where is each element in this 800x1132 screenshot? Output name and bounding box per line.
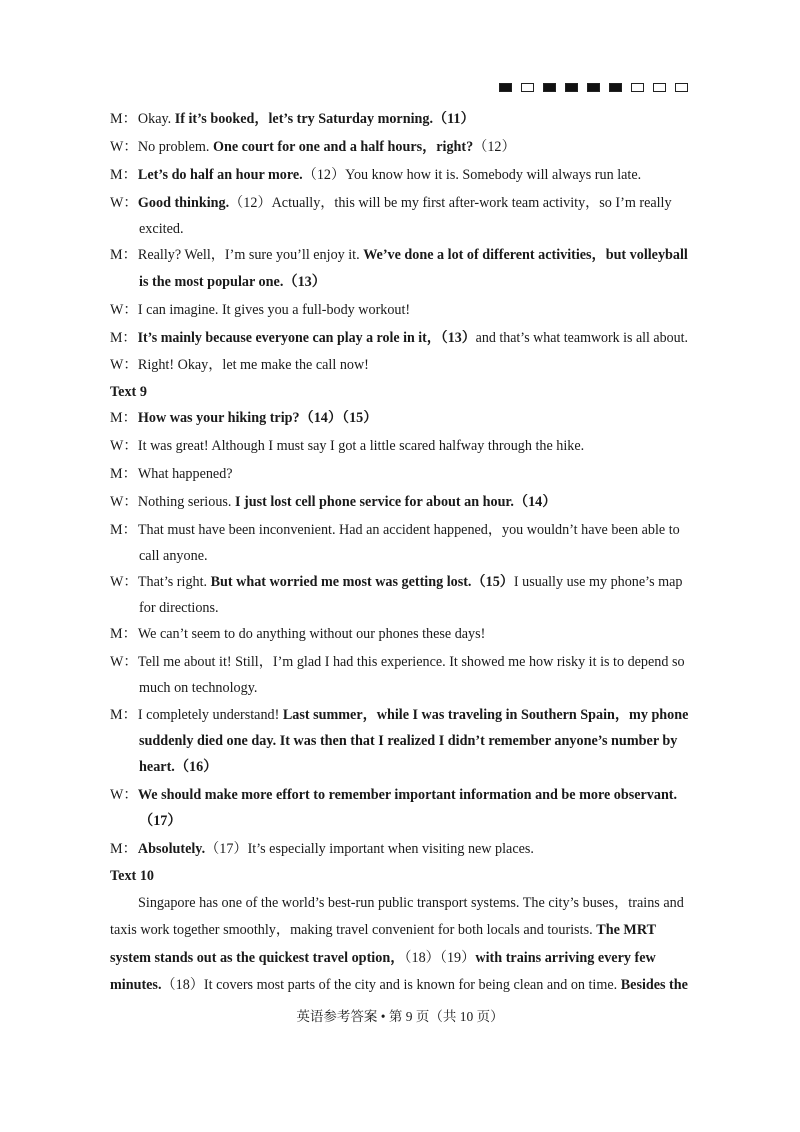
answer-text: Last summer，while I was traveling in Southern Spain，my phone — [282, 707, 689, 723]
line-continuation: suddenly died one day. It was then that I realized I didn’t remember anyone’s number by — [139, 733, 678, 749]
line-text: We can’t seem to do anything without our phones these days! — [137, 626, 486, 642]
line-continuation: excited. — [139, 221, 184, 237]
answer-text: Let’s do half an hour more. — [137, 167, 303, 183]
line-text: It covers most parts of the city and is known for being clean and on time. — [203, 977, 621, 993]
progress-square — [499, 83, 512, 92]
question-number: （16） — [174, 759, 218, 775]
dialog-line — [110, 302, 688, 318]
answer-text: system stands out as the quickest travel option， — [110, 950, 405, 966]
line-text: You know how it is. Somebody will always run late. — [345, 167, 642, 183]
dialog-line — [110, 438, 688, 454]
line-text: That must have been inconvenient. Had an accident happened，you wouldn’t have been able to — [137, 522, 680, 538]
answer-text: But what worried me most was getting lost. — [210, 574, 472, 590]
progress-square — [631, 83, 644, 92]
speaker-label: M： — [110, 626, 137, 642]
progress-square — [587, 83, 600, 92]
dialog-line — [110, 707, 688, 723]
answer-text: Besides the — [620, 977, 688, 993]
line-text: Right! Okay，let me make the call now! — [137, 357, 369, 373]
speaker-label: W： — [110, 787, 138, 803]
progress-square — [653, 83, 666, 92]
question-number: （15） — [471, 574, 514, 590]
section-title: Text 9 — [110, 384, 147, 400]
answer-text: It’s mainly because everyone can play a role in it， — [137, 330, 441, 346]
dialog-line — [110, 494, 688, 510]
dialog-line — [110, 330, 688, 346]
dialog-line — [110, 357, 688, 373]
speaker-label: W： — [110, 302, 138, 318]
question-number: （18） — [161, 977, 204, 993]
question-number: （12） — [473, 139, 516, 155]
question-number: （17） — [205, 841, 248, 857]
answer-text: minutes. — [110, 977, 162, 993]
answer-text: Absolutely. — [137, 841, 206, 857]
line-text: I usually use my phone’s map — [513, 574, 683, 590]
speaker-label: M： — [110, 410, 137, 426]
progress-square — [521, 83, 534, 92]
answer-text: is the most popular one. — [139, 274, 284, 290]
section-title: Text 10 — [110, 868, 155, 884]
answer-text: The MRT — [596, 922, 657, 938]
answer-text: Good thinking. — [137, 195, 230, 211]
speaker-label: W： — [110, 139, 138, 155]
speaker-label: W： — [110, 438, 138, 454]
page-progress-indicator — [499, 83, 688, 92]
question-number: （14） — [513, 494, 557, 510]
line-continuation — [139, 274, 326, 290]
speaker-label: M： — [110, 247, 137, 263]
speaker-label: W： — [110, 195, 138, 211]
dialog-line — [110, 574, 688, 590]
progress-square — [565, 83, 578, 92]
paragraph-line — [110, 977, 686, 993]
answer-text: heart. — [139, 759, 175, 775]
line-text: What happened? — [137, 466, 233, 482]
line-continuation: call anyone. — [139, 548, 208, 564]
line-text: and that’s what teamwork is all about. — [475, 330, 688, 346]
dialog-line — [110, 247, 688, 263]
question-number: （12） — [229, 195, 272, 211]
speaker-label: M： — [110, 707, 137, 723]
question-number: （18）（19） — [404, 950, 476, 966]
line-text: No problem. — [137, 139, 213, 155]
dialog-line — [110, 139, 688, 155]
line-continuation: for directions. — [139, 600, 219, 616]
line-text: Really? Well，I’m sure you’ll enjoy it. — [137, 247, 364, 263]
speaker-label: W： — [110, 357, 138, 373]
question-number: （13） — [440, 330, 476, 346]
question-number: （11） — [432, 111, 475, 127]
answer-text: I just lost cell phone service for about an hour. — [234, 494, 514, 510]
dialog-line — [110, 787, 688, 803]
line-text: Nothing serious. — [137, 494, 235, 510]
progress-square — [609, 83, 622, 92]
dialog-line — [110, 410, 688, 426]
paragraph-line: Singapore has one of the world’s best-run public transport systems. The city’s buses，trains and — [138, 895, 684, 911]
speaker-label: M： — [110, 841, 137, 857]
dialog-line — [110, 195, 688, 211]
speaker-label: W： — [110, 494, 138, 510]
dialog-line — [110, 626, 688, 642]
speaker-label: M： — [110, 466, 137, 482]
dialog-line — [110, 841, 688, 857]
answer-text: One court for one and a half hours，right? — [212, 139, 474, 155]
line-text: That’s right. — [137, 574, 211, 590]
line-continuation — [139, 759, 217, 775]
dialog-line — [110, 654, 688, 670]
line-text: taxis work together smoothly，making travel convenient for both locals and tourists. — [110, 922, 597, 938]
question-number: （12） — [302, 167, 346, 183]
line-text: I can imagine. It gives you a full-body workout! — [137, 302, 411, 318]
line-text: I completely understand! — [137, 707, 283, 723]
question-number: （17） — [139, 813, 182, 829]
speaker-label: M： — [110, 330, 137, 346]
answer-text: We should make more effort to remember important information and be more observant. — [137, 787, 678, 803]
speaker-label: W： — [110, 574, 138, 590]
paragraph-line — [110, 950, 688, 966]
speaker-label: W： — [110, 654, 138, 670]
dialog-line — [110, 522, 688, 538]
question-number: （14）（15） — [299, 410, 378, 426]
line-text: Tell me about it! Still，I’m glad I had this experience. It showed me how risky it is to depend so — [137, 654, 685, 670]
line-text: It was great! Although I must say I got a little scared halfway through the hike. — [137, 438, 585, 454]
answer-text: If it’s booked，let’s try Saturday morning. — [174, 111, 433, 127]
speaker-label: M： — [110, 111, 137, 127]
line-text: It’s especially important when visiting new places. — [247, 841, 534, 857]
speaker-label: M： — [110, 167, 137, 183]
answer-text: We’ve done a lot of different activities，but volleyball — [363, 247, 688, 263]
progress-square — [675, 83, 688, 92]
line-text: Okay. — [137, 111, 175, 127]
dialog-line — [110, 167, 688, 183]
answer-text: with trains arriving every few — [475, 950, 656, 966]
paragraph-line — [110, 922, 688, 938]
speaker-label: M： — [110, 522, 137, 538]
dialog-line — [110, 111, 688, 127]
page-footer: 英语参考答案 • 第 9 页（共 10 页） — [296, 1009, 504, 1024]
line-continuation: much on technology. — [139, 680, 258, 696]
dialog-line — [110, 466, 688, 482]
progress-square — [543, 83, 556, 92]
question-number: （13） — [283, 274, 326, 290]
answer-text: How was your hiking trip? — [137, 410, 300, 426]
line-text: Actually，this will be my first after-work team activity，so I’m really — [271, 195, 672, 211]
